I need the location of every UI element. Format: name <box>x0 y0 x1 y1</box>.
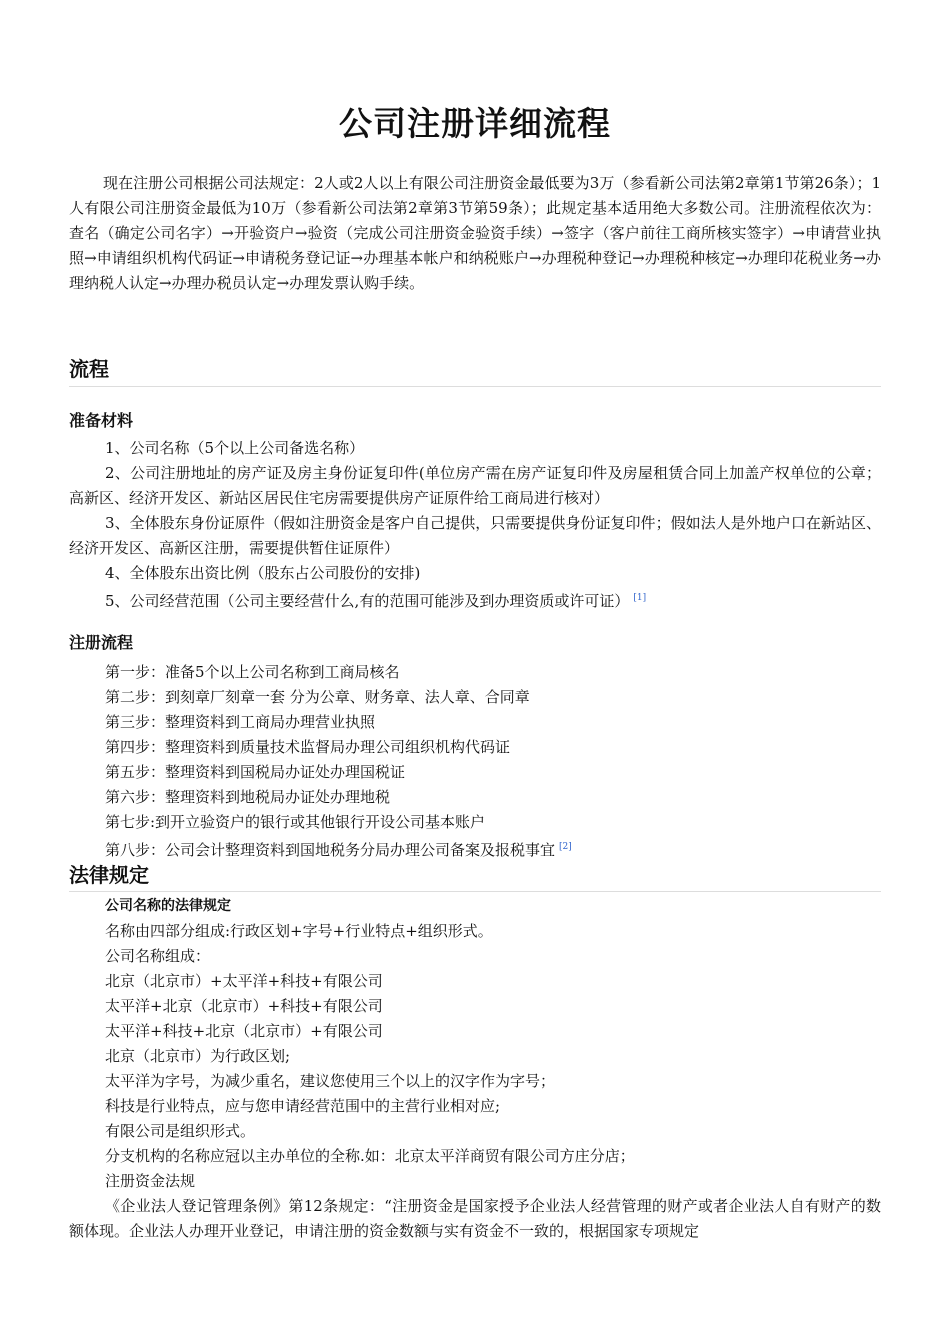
step-item <box>69 835 881 863</box>
law-line: 北京（北京市）为行政区划; <box>105 1047 291 1065</box>
list-item: 4、全体股东出资比例（股东占公司股份的安排) <box>105 564 421 582</box>
list-item: 2、公司注册地址的房产证及房主身份证复印件(单位房产需在房产证复印件及房屋租赁合同上加盖产权单位的公章；高新区、经济开发区、新站区居民住宅房需要提供房产证原件给工商局进行核对） <box>69 464 881 507</box>
reference-link-2[interactable]: [2] <box>559 842 572 852</box>
step-item: 第七步:到开立验资户的银行或其他银行开设公司基本账户 <box>105 813 486 831</box>
step-item: 第一步：准备5个以上公司名称到工商局核名 <box>105 663 400 681</box>
list-item: 1、公司名称（5个以上公司备选名称） <box>105 439 365 457</box>
law-line: 太平洋为字号，为减少重名，建议您使用三个以上的汉字作为字号； <box>105 1072 556 1090</box>
step-item: 第三步：整理资料到工商局办理营业执照 <box>105 713 376 731</box>
step-item: 第六步：整理资料到地税局办证处办理地税 <box>105 788 391 806</box>
law-subheading: 公司名称的法律规定 <box>105 898 231 914</box>
law-line: 注册资金法规 <box>105 1172 196 1190</box>
step-item: 第五步：整理资料到国税局办证处办理国税证 <box>105 763 406 781</box>
law-line: 科技是行业特点，应与您申请经营范围中的主营行业相对应; <box>105 1097 501 1115</box>
list-item <box>69 586 881 614</box>
step-item: 第二步：到刻章厂刻章一套 分为公章、财务章、法人章、合同章 <box>105 688 530 706</box>
law-line: 太平洋+科技+北京（北京市）+有限公司 <box>105 1022 383 1040</box>
page-title: 公司注册详细流程 <box>339 104 611 143</box>
section-heading-process: 流程 <box>69 357 109 381</box>
step-item-text: 第八步：公司会计整理资料到国地税务分局办理公司备案及报税事宜 <box>105 841 556 859</box>
law-line: 名称由四部分组成:行政区划+字号+行业特点+组织形式。 <box>105 922 493 940</box>
list-item: 3、全体股东身份证原件（假如注册资金是客户自己提供，只需要提供身份证复印件；假如法人是外地户口在新站区、经济开发区、高新区注册，需要提供暂住证原件） <box>69 514 881 557</box>
section-divider <box>69 386 881 387</box>
list-item-text: 5、公司经营范围（公司主要经营什么,有的范围可能涉及到办理资质或许可证） <box>105 592 630 610</box>
step-item: 第四步：整理资料到质量技术监督局办理公司组织机构代码证 <box>105 738 511 756</box>
section-divider <box>69 891 881 892</box>
materials-list <box>69 436 881 614</box>
subheading-materials: 准备材料 <box>69 411 134 430</box>
law-line: 公司名称组成： <box>105 947 211 965</box>
law-line: 有限公司是组织形式。 <box>105 1122 256 1140</box>
intro-paragraph: 现在注册公司根据公司法规定：2人或2人以上有限公司注册资金最低要为3万（参看新公司法第2章第1节第26条）；1人有限公司注册资金最低为10万（参看新公司法第2章第3节第59条）；此规定基本适用绝大多数公司。注册流程依次为：查名（确定公司名字）→开验资户→验资（完成公司注册资金验资手续）→签字（客户前往工商所核实签字）→申请营业执照→申请组织机构代码证→申请税务登记证→办理基本帐户和纳税账户→办理税种登记→办理税种核定→办理印花税业务→办理纳税人认定→办理办税员认定→办理发票认购手续。 <box>69 174 881 292</box>
law-line: 分支机构的名称应冠以主办单位的全称.如：北京太平洋商贸有限公司方庄分店； <box>105 1147 635 1165</box>
section-heading-law: 法律规定 <box>69 863 149 887</box>
reference-link-1[interactable]: [1] <box>633 593 647 603</box>
regulation-paragraph: 《企业法人登记管理条例》第12条规定：“注册资金是国家授予企业法人经营管理的财产或者企业法人自有财产的数额体现。企业法人办理开业登记，申请注册的资金数额与实有资金不一致的，根据国家专项规定 <box>69 1197 881 1240</box>
subheading-steps: 注册流程 <box>69 633 134 652</box>
law-content <box>69 894 881 1244</box>
law-line: 北京（北京市）+太平洋+科技+有限公司 <box>105 972 383 990</box>
steps-list <box>69 660 881 863</box>
law-line: 太平洋+北京（北京市）+科技+有限公司 <box>105 997 383 1015</box>
